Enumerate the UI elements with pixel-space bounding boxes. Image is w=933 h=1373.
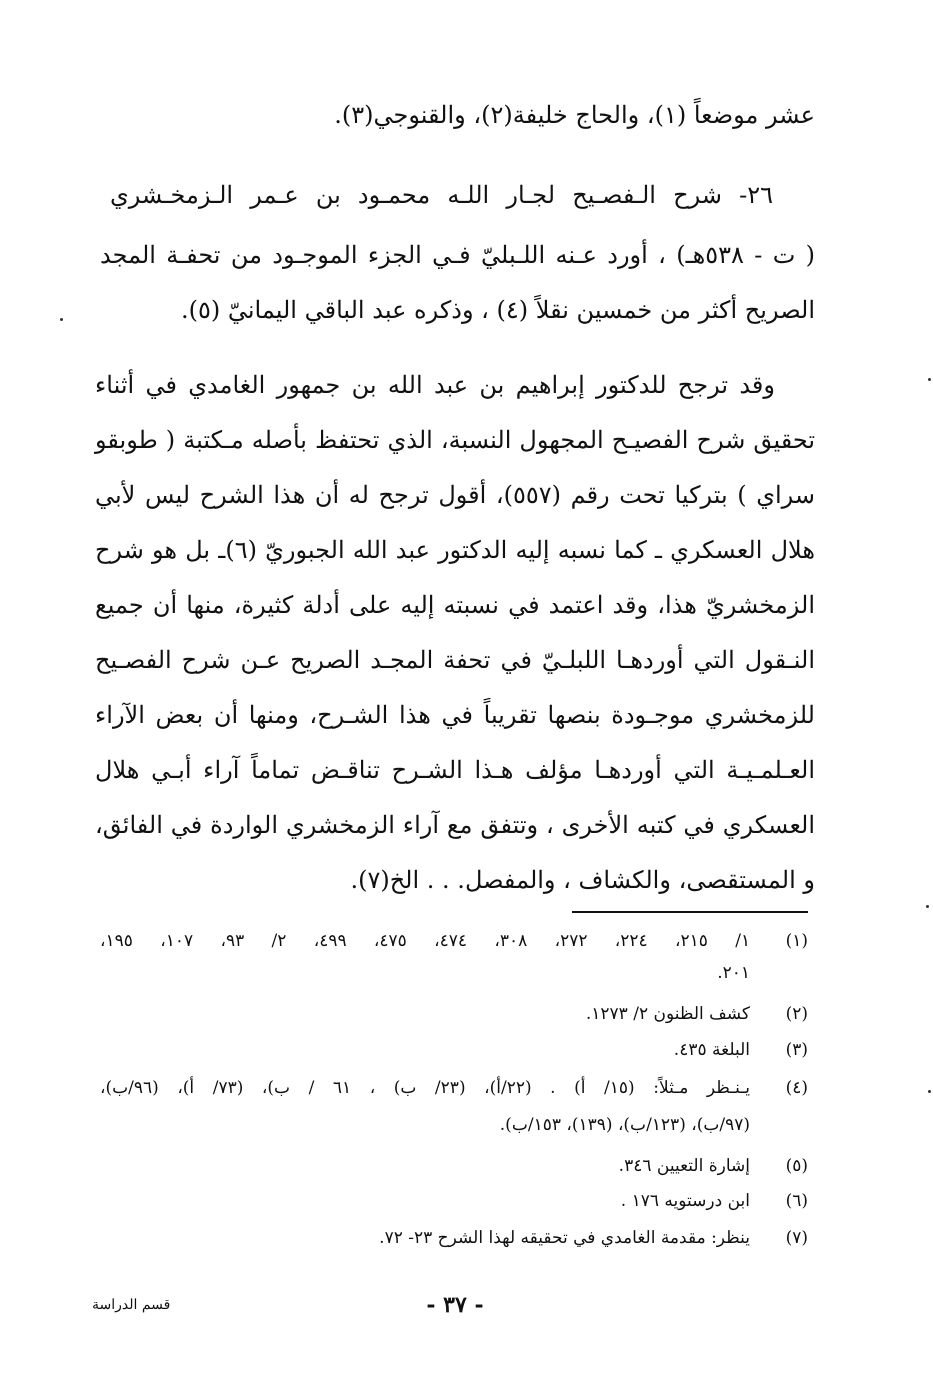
body-line: الزمخشريّ هذا، وقد اعتمد في نسبته إليه على أدلة كثيرة، منها أن جميع — [95, 591, 815, 619]
body-line: تحقيق شرح الفصيـح المجهول النسبة، الذي تحتفظ بأصله مـكتبة ( طوبقو — [95, 426, 815, 454]
page-number: - ٣٧ - — [426, 1292, 484, 1318]
footnote-text: ابن درستويه ١٧٦ . — [620, 1191, 750, 1211]
body-line: وقد ترجح للدكتور إبراهيم بن عبد الله بن جمهور الغامدي في أثناء — [95, 371, 775, 399]
body-line: الصريح أكثر من خمسين نقلاً (٤) ، وذكره عبد الباقي اليمانيّ (٥). — [180, 296, 815, 324]
scan-speck — [928, 1090, 931, 1093]
scan-speck — [60, 318, 63, 321]
footnote-text: كشف الظنون ٢/ ١٢٧٣. — [585, 1004, 750, 1024]
footnote-number: (٧) — [785, 1228, 808, 1248]
footnote-text: يـنـظر مـثلاً: (١٥/ أ) . (٢٢/أ)، (٢٣/ ب) ، ٦١ / ب)، (٧٣/ أ)، (٩٦/ب)، — [100, 1078, 751, 1098]
scan-speck — [928, 378, 931, 381]
body-line: و المستقصى، والكشاف ، والمفصل. . . الخ(٧). — [350, 866, 815, 894]
body-line: ( ت - ٥٣٨هـ) ، أورد عـنه اللـبليّ فـي الجزء الموجـود من تحفـة المجد — [100, 241, 815, 269]
footnote-number: (٢) — [785, 1004, 808, 1024]
body-line: للزمخشري موجـودة بنصها تقريباً في هذا الشـرح، ومنها أن بعض الآراء — [95, 701, 815, 729]
body-line: ٢٦- شرح الـفصـيح لجـار اللـه محمـود بن عـمر الـزمخـشري — [110, 181, 773, 209]
body-line: النـقول التي أوردهـا اللبلـيّ في تحفة المجـد الصريح عـن شرح الفصـيح — [95, 646, 815, 674]
body-line: سراي ) بتركيا تحت رقم (٥٥٧)، أقول ترجح له أن هذا الشرح ليس لأبي — [95, 481, 816, 509]
footnote-text: ينظر: مقدمة الغامدي في تحقيقه لهذا الشرح ٢٣- ٧٢. — [379, 1228, 750, 1248]
footnote-text: ١/ ٢١٥، ٢٢٤، ٢٧٢، ٣٠٨، ٤٧٤، ٤٧٥، ٤٩٩، ٢/ ٩٣، ١٠٧، ١٩٥، — [100, 931, 751, 951]
footnote-separator — [572, 911, 808, 913]
footnote-number: (٤) — [785, 1078, 808, 1098]
footnote-number: (٥) — [785, 1156, 808, 1176]
footnote-text: ٢٠١. — [717, 963, 750, 983]
footnote-text: البلغة ٤٣٥. — [673, 1040, 750, 1060]
body-line: عشر موضعاً (١)، والحاج خليفة(٢)، والقنوجي(٣). — [334, 101, 815, 129]
body-line: العـلمـيـة التي أوردهـا مؤلف هـذا الشـرح تناقـض تماماً آراء أبـي هلال — [95, 756, 815, 784]
footnote-number: (٣) — [785, 1040, 808, 1060]
footnote-number: (٦) — [785, 1191, 808, 1211]
footnote-text: (٩٧/ب)، (١٢٣/ب)، (١٣٩)، ١٥٣/ب). — [499, 1115, 750, 1135]
scan-speck — [926, 905, 929, 908]
body-line: العسكري في كتبه الأخرى ، وتتفق مع آراء الزمخشري الواردة في الفائق، — [95, 811, 815, 839]
footnote-number: (١) — [785, 931, 808, 951]
footnote-text: إشارة التعيين ٣٤٦. — [618, 1156, 750, 1176]
section-label: قسم الدراسة — [92, 1297, 171, 1313]
body-line: هلال العسكري ـ كما نسبه إليه الدكتور عبد الله الجبوريّ (٦)ـ بل هو شرح — [95, 536, 815, 564]
